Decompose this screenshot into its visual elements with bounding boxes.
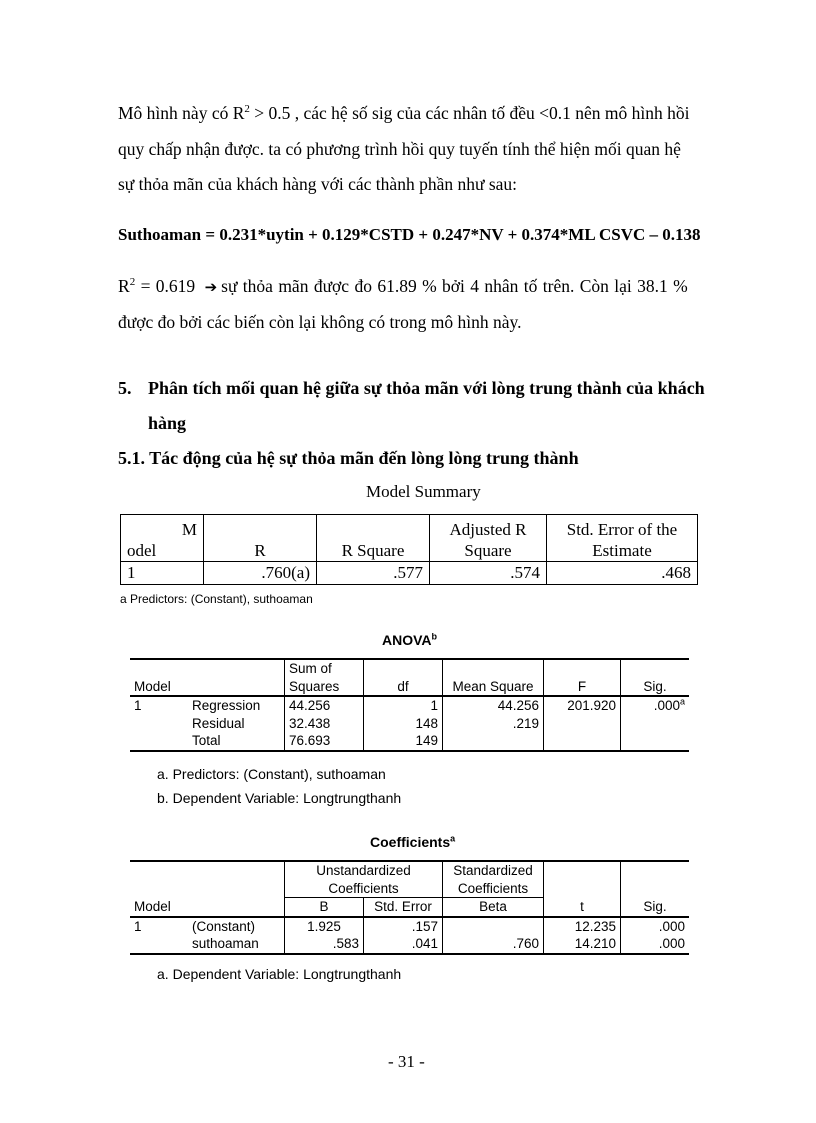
cell-beta: .760	[443, 935, 544, 954]
col-model-top	[130, 861, 188, 898]
cell-label: (Constant)	[188, 917, 285, 936]
cell-t: 12.235	[544, 917, 621, 936]
cell-b: .583	[285, 935, 364, 954]
cell-t: 14.210	[544, 935, 621, 954]
table-row	[130, 715, 689, 733]
cell-f: 201.920	[544, 696, 621, 715]
cell-label: Residual	[192, 715, 245, 731]
cell-f	[544, 732, 621, 751]
cell-ms: .219	[443, 715, 544, 733]
col-r: R	[204, 515, 317, 562]
cell-r: .760(a)	[204, 562, 317, 585]
cell-model	[130, 715, 188, 733]
col-r-square: R Square	[317, 515, 430, 562]
col-f: F	[544, 659, 621, 696]
table-row	[121, 562, 698, 585]
coefficients-title: Coefficients$^a$	[370, 833, 456, 850]
col-t-top	[544, 861, 621, 898]
col-label	[188, 659, 285, 696]
table-row	[130, 935, 689, 954]
anova-table	[130, 658, 689, 752]
cell-sig: .000	[621, 917, 690, 936]
cell-ss: 44.256	[285, 696, 364, 715]
cell-ss: 32.438	[285, 715, 364, 733]
cell-model	[130, 935, 188, 954]
col-df: df	[364, 659, 443, 696]
cell-r-square: .577	[317, 562, 430, 585]
cell-df: 148	[364, 715, 443, 733]
cell-ss: 76.693	[285, 732, 364, 751]
table-header-row	[130, 659, 689, 696]
col-std-error: Std. Error	[364, 898, 443, 917]
cell-model: 1	[121, 562, 204, 585]
cell-ms	[443, 732, 544, 751]
table-header-row	[130, 861, 689, 898]
cell-label: suthoaman	[188, 935, 285, 954]
cell-sig	[621, 732, 690, 751]
cell-beta	[443, 917, 544, 936]
col-t: t	[544, 898, 621, 917]
section-5-number: 5.	[118, 378, 132, 398]
col-mean-square: Mean Square	[443, 659, 544, 696]
col-sig: Sig.	[621, 898, 690, 917]
cell-f	[544, 715, 621, 733]
cell-model	[130, 732, 188, 751]
paragraph-1-line-2: quy chấp nhận được. ta có phương trình hồi quy tuyến tính thể hiện mối quan hệ	[118, 139, 681, 159]
coefficients-table	[130, 860, 689, 955]
col-sig-top	[621, 861, 690, 898]
table-row	[130, 732, 689, 751]
table-row	[130, 917, 689, 936]
model-summary-title: Model Summary	[366, 482, 481, 501]
cell-std-error: .041	[364, 935, 443, 954]
page-number: - 31 -	[388, 1052, 425, 1071]
paragraph-1-line-3: sự thỏa mãn của khách hàng với các thành phần như sau:	[118, 174, 518, 194]
section-5-heading-line-1: Phân tích mối quan hệ giữa sự thỏa mãn với lòng trung thành của khách	[148, 378, 705, 398]
cell-std-error: .468	[547, 562, 698, 585]
col-model: Model	[130, 659, 188, 696]
table-row	[130, 696, 689, 715]
table-header-row	[130, 898, 689, 917]
regression-formula: Suthoaman = 0.231*uytin + 0.129*CSTD + 0.247*NV + 0.374*ML CSVC – 0.138	[118, 225, 701, 244]
cell-sig: .000	[621, 935, 690, 954]
cell-model: 1	[130, 917, 188, 936]
cell-b: 1.925	[285, 917, 364, 936]
paragraph-1-line-1: Mô hình này có $R^2 > 0.5$ , các hệ số sig của các nhân tố đều <0.1 nên mô hình hồi	[118, 103, 690, 123]
col-beta: Beta	[443, 898, 544, 917]
col-label	[188, 898, 285, 917]
cell-sig: .000$^a$	[621, 696, 690, 715]
anova-footnote-b: b. Dependent Variable: Longtrungthanh	[157, 790, 402, 806]
col-unstandardized: Unstandardized Coefficients	[285, 861, 443, 898]
paragraph-2-line-2: được đo bởi các biến còn lại không có trong mô hình này.	[118, 312, 522, 332]
section-5-1-heading: 5.1. Tác động của hệ sự thỏa mãn đến lòng lòng trung thành	[118, 448, 579, 468]
arrow-right-icon: ➔	[204, 278, 218, 296]
model-summary-table	[120, 514, 698, 585]
coefficients-footnote: a. Dependent Variable: Longtrungthanh	[157, 966, 402, 982]
cell-ms: 44.256	[443, 696, 544, 715]
col-model: M odel	[121, 515, 204, 562]
cell-label: Regression	[188, 696, 285, 715]
cell-adjusted-r-square: .574	[430, 562, 547, 585]
cell-label: Total	[188, 732, 285, 751]
col-adjusted-r-square: Adjusted R Square	[430, 515, 547, 562]
model-summary-footnote: a Predictors: (Constant), suthoaman	[120, 592, 313, 606]
col-std-error: Std. Error of the Estimate	[547, 515, 698, 562]
cell-sig	[621, 715, 690, 733]
section-5-heading-line-2: hàng	[148, 413, 187, 433]
paragraph-2-line-1: $R^2 = 0.619$ ➔ sự thỏa mãn được đo 61.89 % bởi 4 nhân tố trên. Còn lại 38.1 %	[118, 276, 688, 296]
anova-title: ANOVA$^b$	[382, 631, 438, 648]
col-standardized: Standardized Coefficients	[443, 861, 544, 898]
table-header-row	[121, 515, 698, 562]
col-sig: Sig.	[621, 659, 690, 696]
col-sum-of-squares: Sum of Squares	[285, 659, 364, 696]
anova-footnote-a: a. Predictors: (Constant), suthoaman	[157, 766, 386, 782]
cell-model: 1	[130, 696, 188, 715]
col-model: Model	[134, 898, 171, 914]
cell-df: 149	[364, 732, 443, 751]
col-b: B	[285, 898, 364, 917]
col-label-top	[188, 861, 285, 898]
cell-std-error: .157	[364, 917, 443, 936]
cell-df: 1	[364, 696, 443, 715]
